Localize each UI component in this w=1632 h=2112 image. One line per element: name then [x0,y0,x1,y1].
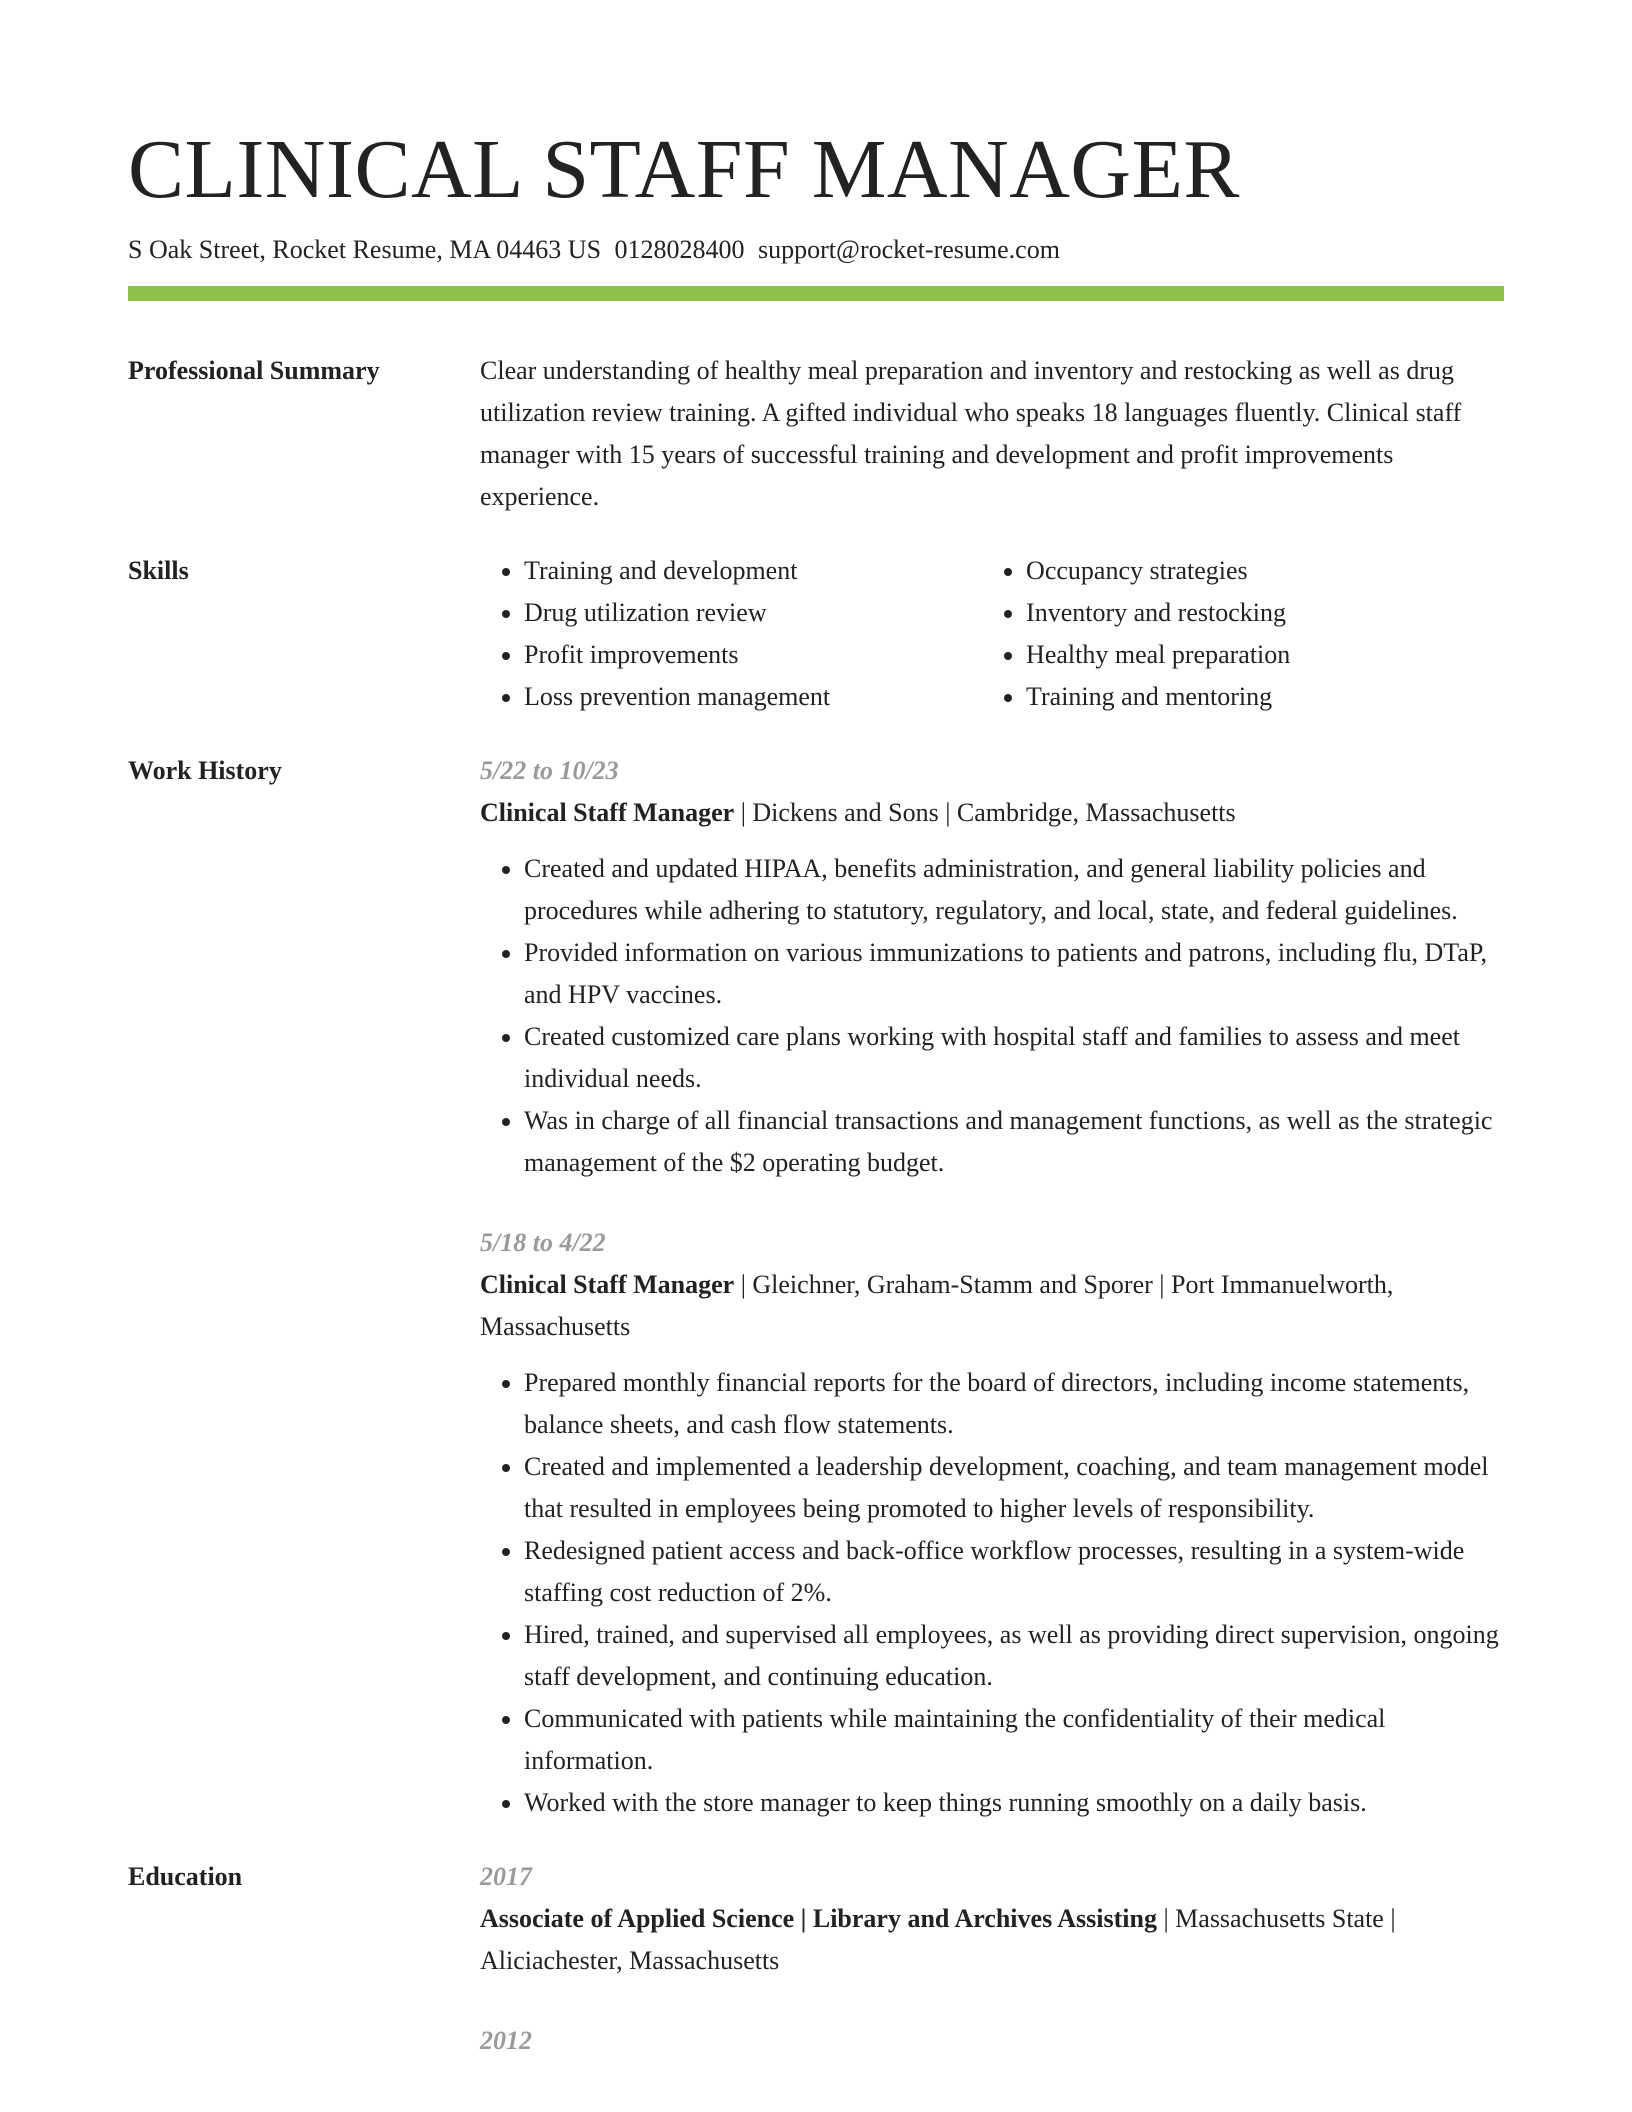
skills-section [128,550,1504,718]
job-bullet: • Created and implemented a leadership development, coaching, and team management model that resulted in employees being promoted to higher levels of responsibility. [524,1446,1504,1530]
header-divider [128,286,1504,301]
job-bullet: • Worked with the store manager to keep things running smoothly on a daily basis. [524,1782,1504,1824]
job-details: | Gleichner, Graham-Stamm and Sporer | Port Immanuelworth, Massachusetts [480,1270,1394,1341]
job-details: | Dickens and Sons | Cambridge, Massachusetts [734,798,1236,827]
job-bullet: • Hired, trained, and supervised all employees, as well as providing direct supervision, ongoing staff development, and continuing education. [524,1614,1504,1698]
skill-item: • Healthy meal preparation [1026,634,1504,676]
skill-item: • Loss prevention management [524,676,982,718]
skill-item: • Profit improvements [524,634,982,676]
skill-item: • Training and development [524,550,982,592]
job-dates: 5/18 to 4/22 [480,1228,606,1257]
contact-address: S Oak Street, Rocket Resume, MA 04463 US [128,235,602,264]
education-year: 2012 [480,2026,532,2055]
job-title: Clinical Staff Manager [480,1270,735,1299]
skill-item: • Drug utilization review [524,592,982,634]
contact-line [128,232,1504,268]
skill-item: • Occupancy strategies [1026,550,1504,592]
education-entry [480,2020,1504,2062]
section-label-skills: Skills [128,556,189,585]
job-bullet: • Created and updated HIPAA, benefits administration, and general liability policies and procedures while adhering to statutory, regulatory, and local, state, and federal guidelines. [524,848,1504,932]
job-bullet: • Prepared monthly financial reports for the board of directors, including income statements, balance sheets, and cash flow statements. [524,1362,1504,1446]
education-section [128,1856,1504,2100]
skills-column-2 [982,550,1504,718]
summary-section [128,350,1504,518]
education-details: | Massachusetts State | Aliciachester, Massachusetts [480,1904,1396,1975]
section-label-education: Education [128,1862,243,1891]
job-entry [480,1222,1504,1824]
education-degree: Associate of Applied Science | Library and Archives Assisting [480,1904,1157,1933]
job-dates: 5/22 to 10/23 [480,756,619,785]
job-bullets [480,1362,1504,1824]
section-label-summary: Professional Summary [128,356,380,385]
candidate-name: CLINICAL STAFF MANAGER [128,123,1240,216]
section-label-work: Work History [128,756,282,785]
summary-text: Clear understanding of healthy meal preparation and inventory and restocking as well as drug utilization review training. A gifted individual who speaks 18 languages fluently. Clinical staff manager with 15 years of successful training and development and profit improvements experience. [480,356,1462,511]
resume-content [128,350,1504,2112]
job-bullets [480,848,1504,1184]
contact-email: support@rocket-resume.com [758,235,1060,264]
education-entry [480,1856,1504,1982]
job-bullet: • Provided information on various immunizations to patients and patrons, including flu, DTaP, and HPV vaccines. [524,932,1504,1016]
job-bullet: • Redesigned patient access and back-office workflow processes, resulting in a system-wide staffing cost reduction of 2%. [524,1530,1504,1614]
job-bullet: • Was in charge of all financial transactions and management functions, as well as the strategic management of the $2 operating budget. [524,1100,1504,1184]
work-history-section [128,750,1504,1824]
skill-item: • Inventory and restocking [1026,592,1504,634]
job-role-line [480,792,1504,834]
skills-column-1 [480,550,982,718]
skill-item: • Training and mentoring [1026,676,1504,718]
job-entry [480,750,1504,1184]
resume-header [128,118,1504,268]
job-bullet: • Communicated with patients while maintaining the confidentiality of their medical information. [524,1698,1504,1782]
job-title: Clinical Staff Manager [480,798,735,827]
job-bullet: • Created customized care plans working with hospital staff and families to assess and meet individual needs. [524,1016,1504,1100]
job-role-line [480,1264,1504,1348]
contact-phone: 0128028400 [614,235,745,264]
education-year: 2017 [480,1862,532,1891]
education-line [480,1898,1504,1982]
